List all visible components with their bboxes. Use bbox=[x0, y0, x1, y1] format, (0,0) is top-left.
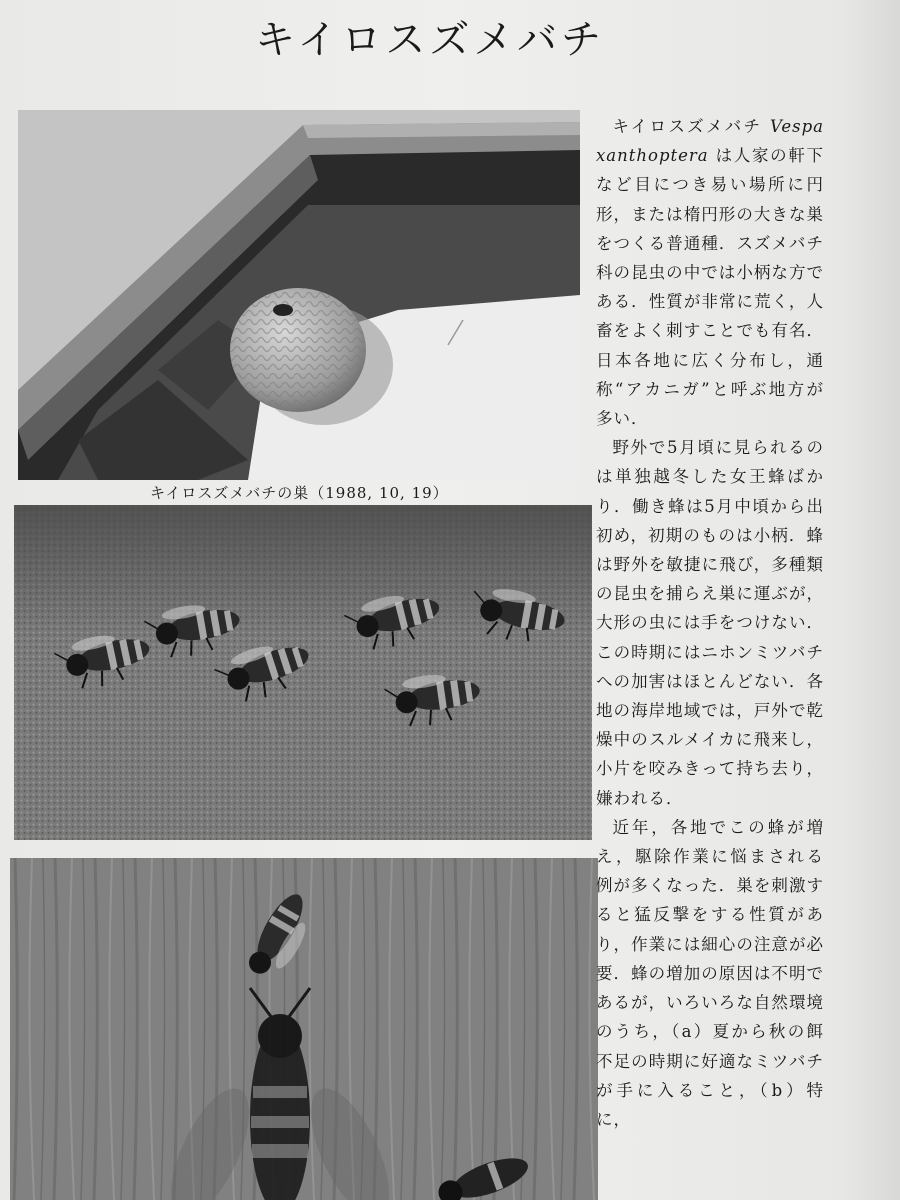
article-text bbox=[596, 112, 824, 1134]
bees-wood-photo bbox=[10, 858, 598, 1200]
photo-caption: キイロスズメバチの巣（1988, 10, 19） bbox=[150, 484, 449, 502]
paragraph-2: 野外で5月頃に見られるのは単独越冬した女王蜂ばかり．働き蜂は5月中頃から出初め，初期のものは小柄．蜂は野外を敏捷に飛び，多種類の昆虫を捕らえ巣に運ぶが，大形の虫には手をつけない．この時期にはニホンミツバチへの加害はほとんどない．各地の海岸地域では，戸外で乾燥中のスルメイカに飛来し，小片を咬みきって持ち去り，嫌われる． bbox=[596, 438, 824, 808]
paragraph-3: 近年，各地でこの蜂が増え，駆除作業に悩まされる例が多くなった．巣を刺激すると猛反撃をする性質があり，作業には細心の注意が必要．蜂の増加の原因は不明であるが，いろいろな自然環境のうち，（a）夏から秋の餌不足の時期に好適なミツバチが手に入ること，（b）特に， bbox=[596, 817, 824, 1129]
paragraph-1: キイロスズメバチ Vespa xanthoptera は人家の軒下など目につき易い場所に円形，または楕円形の大きな巣をつくる普通種．スズメバチ科の昆虫の中では小柄な方である．性質が非常に荒く，人畜をよく刺すことでも有名．日本各地に広く分布し，通称“アカニガ”と呼ぶ地方が多い． bbox=[596, 117, 824, 429]
page-title: キイロスズメバチ bbox=[255, 17, 605, 63]
scientific-name: Vespa xanthoptera bbox=[596, 117, 824, 166]
page-edge-shadow bbox=[840, 0, 900, 1200]
nest-photo bbox=[18, 110, 580, 480]
bees-ground-photo bbox=[14, 505, 592, 840]
